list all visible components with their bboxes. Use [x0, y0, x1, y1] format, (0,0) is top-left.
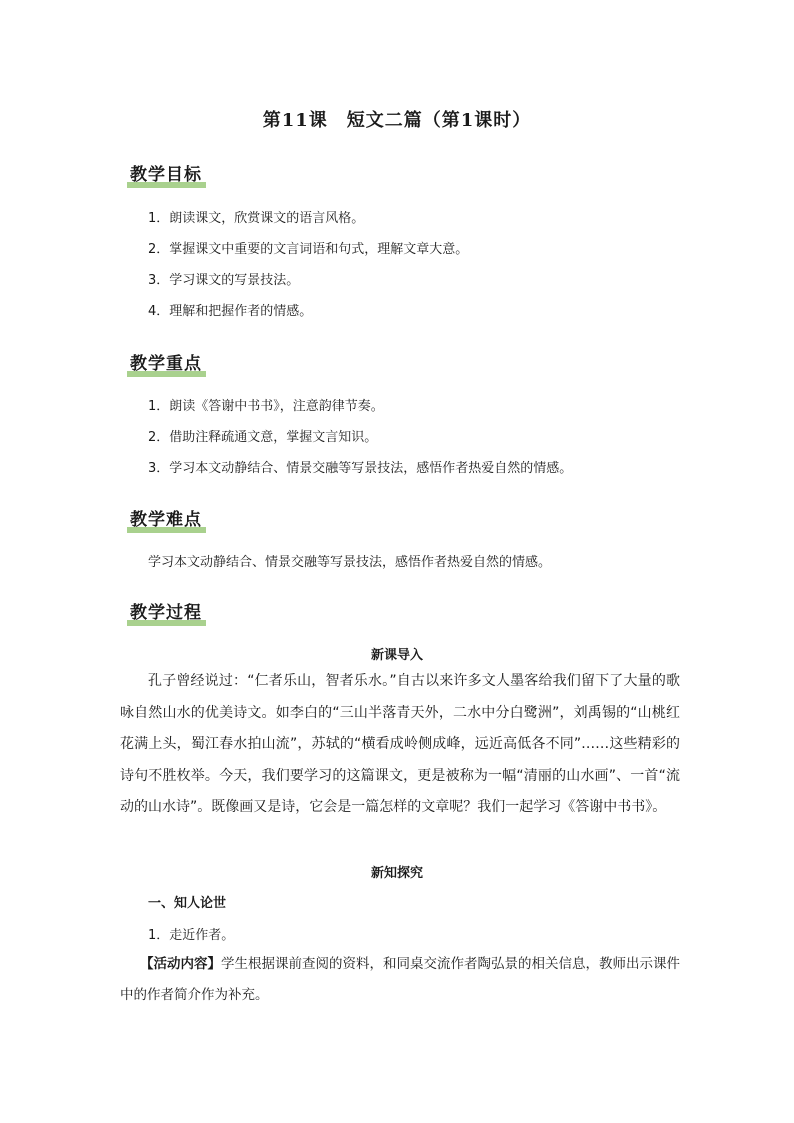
activity-paragraph: [120, 949, 680, 1011]
part-heading: 一、知人论世: [148, 896, 227, 911]
section-heading-process: 教学过程: [127, 598, 206, 626]
key-point-item: 3．学习本文动静结合、情景交融等写景技法，感悟作者热爱自然的情感。: [148, 461, 573, 476]
difficulty-text: 学习本文动静结合、情景交融等写景技法，感悟作者热爱自然的情感。: [148, 555, 552, 570]
goal-item: 2．掌握课文中重要的文言词语和句式，理解文章大意。: [148, 242, 469, 257]
goal-item: 4．理解和把握作者的情感。: [148, 304, 313, 319]
intro-paragraph: 孔子曾经说过：“仁者乐山，智者乐水。”自古以来许多文人墨客给我们留下了大量的歌咏自然山水的优美诗文。如李白的“三山半落青天外，二水中分白鹭洲”，刘禹锡的“山桃红花满上头，蜀江春水拍山流”，苏轼的“横看成岭侧成峰，远近高低各不同”……这些精彩的诗句不胜枚举。今天，我们要学习的这篇课文，更是被称为一幅“清丽的山水画”、一首“流动的山水诗”。既像画又是诗，它会是一篇怎样的文章呢？我们一起学习《答谢中书书》。: [120, 673, 680, 816]
key-point-item: 2．借助注释疏通文意，掌握文言知识。: [148, 430, 378, 445]
page-title: 第11课 短文二篇（第1课时）: [262, 110, 532, 131]
step-item: 1．走近作者。: [148, 928, 235, 943]
key-point-item: 1．朗读《答谢中书书》，注意韵律节奏。: [148, 399, 384, 414]
intro-subtitle: 新课导入: [370, 648, 423, 663]
activity-label: 【活动内容】: [140, 956, 221, 972]
section-heading-goals: 教学目标: [127, 160, 206, 188]
explore-subtitle: 新知探究: [370, 866, 423, 881]
section-heading-difficulties: 教学难点: [127, 505, 206, 533]
activity-text: 学生根据课前查阅的资料，和同桌交流作者陶弘景的相关信息，教师出示课件中的作者简介作为补充。: [120, 956, 680, 1003]
section-heading-key-points: 教学重点: [127, 349, 206, 377]
goal-item: 3．学习课文的写景技法。: [148, 273, 300, 288]
goal-item: 1．朗读课文，欣赏课文的语言风格。: [148, 211, 365, 226]
